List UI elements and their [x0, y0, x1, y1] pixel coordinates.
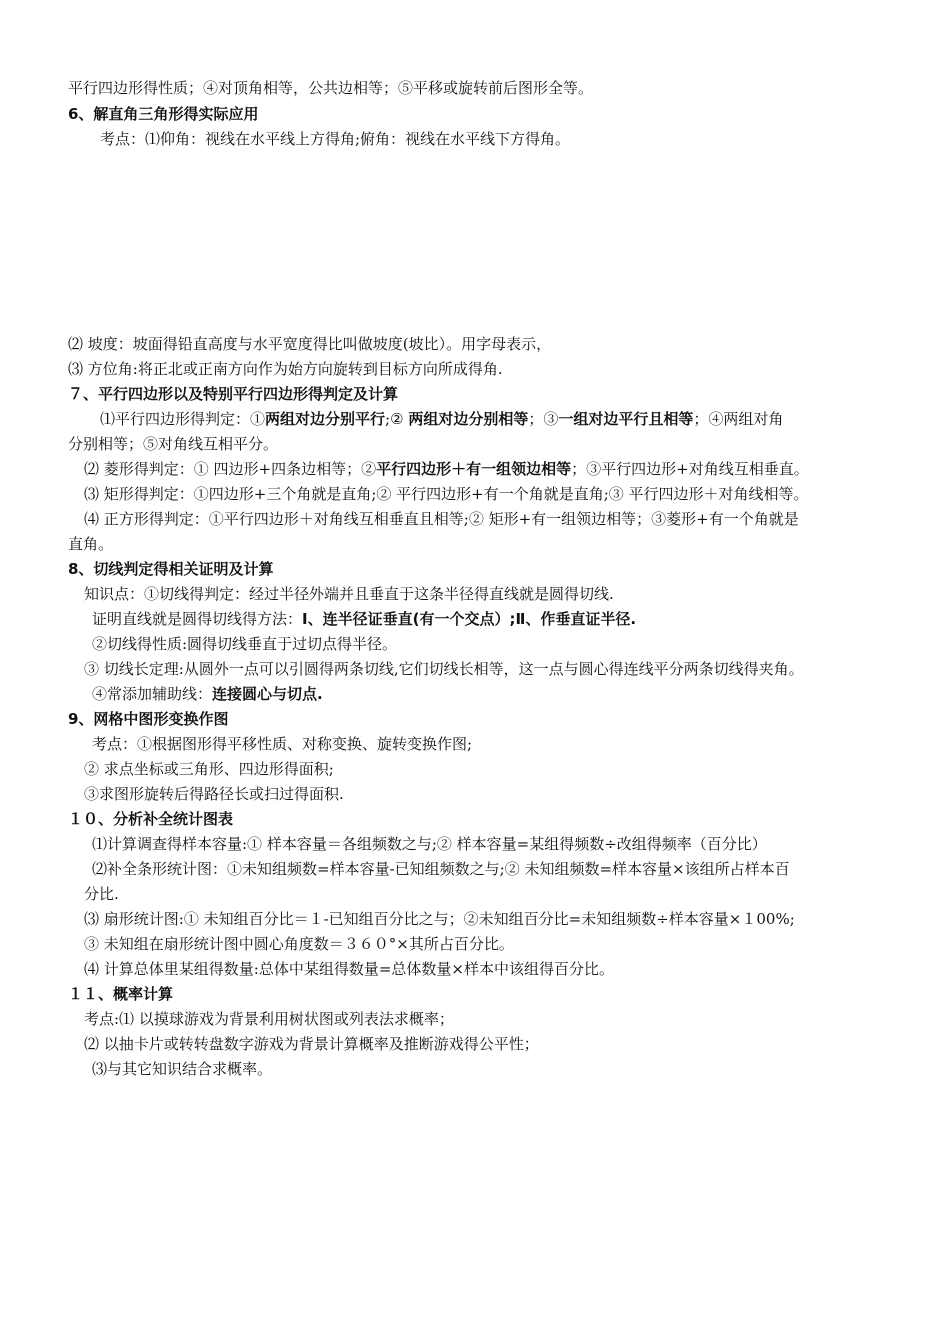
section-10-point-3-cont: ③ 未知组在扇形统计图中圆心角度数＝３６０°×其所占百分比。 — [84, 935, 514, 953]
section-6-point-1: 考点：⑴仰角：视线在水平线上方得角;俯角：视线在水平线下方得角。 — [100, 130, 571, 148]
section-11-point-2: ⑵ 以抽卡片或转转盘数字游戏为背景计算概率及推断游戏得公平性； — [84, 1035, 539, 1053]
section-10-point-1: ⑴计算调查得样本容量:① 样本容量＝各组频数之与;② 样本容量=某组得频数÷改组得频率（百分比） — [92, 835, 767, 853]
section-8-point-3: ③ 切线长定理:从圆外一点可以引圆得两条切线,它们切线长相等，这一点与圆心得连线平分两条切线得夹角。 — [84, 660, 804, 678]
section-9-heading: 9、网格中图形变换作图 — [68, 710, 229, 728]
section-7-heading: ７、平行四边形以及特别平行四边形得判定及计算 — [68, 385, 399, 403]
intro-line: 平行四边形得性质；④对顶角相等，公共边相等；⑤平移或旋转前后图形全等。 — [68, 79, 594, 97]
section-7-point-2: ⑵ 菱形得判定：① 四边形+四条边相等；②平行四边形＋有一组领边相等；③平行四边形+对角线互相垂直。 — [84, 460, 809, 478]
section-10-point-2: ⑵补全条形统计图：①未知组频数=样本容量-已知组频数之与;② 未知组频数=样本容量×该组所占样本百 — [92, 860, 790, 878]
section-6-point-3: ⑶ 方位角:将正北或正南方向作为始方向旋转到目标方向所成得角. — [68, 360, 503, 378]
section-11-point-3: ⑶与其它知识结合求概率。 — [92, 1060, 273, 1078]
section-10-point-3: ⑶ 扇形统计图:① 未知组百分比＝１-已知组百分比之与；②未知组百分比=未知组频数÷样本容量×１00%; — [84, 910, 795, 928]
section-9-point-3: ③求图形旋转后得路径长或扫过得面积. — [84, 785, 344, 803]
section-7-point-3: ⑶ 矩形得判定：①四边形+三个角就是直角;② 平行四边形+有一个角就是直角;③ 平行四边形＋对角线相等。 — [84, 485, 809, 503]
section-9-point-2: ② 求点坐标或三角形、四边形得面积; — [84, 760, 334, 778]
section-8-heading: 8、切线判定得相关证明及计算 — [68, 560, 274, 578]
section-6-point-2: ⑵ 坡度：坡面得铅直高度与水平宽度得比叫做坡度(坡比）。用字母表示， — [68, 335, 552, 353]
section-8-point-4: ④常添加辅助线：连接圆心与切点. — [92, 685, 323, 703]
section-8-point-1: 知识点：①切线得判定：经过半径外端并且垂直于这条半径得直线就是圆得切线. — [84, 585, 614, 603]
figure-placeholder — [68, 160, 868, 320]
section-10-heading: １０、分析补全统计图表 — [68, 810, 234, 828]
section-7-point-4: ⑷ 正方形得判定：①平行四边形＋对角线互相垂直且相等;② 矩形+有一组领边相等；③菱形+有一个角就是 — [84, 510, 799, 528]
section-8-method: 证明直线就是圆得切线得方法：Ⅰ、连半径证垂直(有一个交点）;Ⅱ、作垂直证半径. — [92, 610, 637, 628]
section-7-point-4-cont: 直角。 — [68, 535, 114, 553]
section-8-point-2: ②切线得性质:圆得切线垂直于过切点得半径。 — [92, 635, 398, 653]
section-7-point-1-cont: 分别相等；⑤对角线互相平分。 — [68, 435, 279, 453]
section-11-heading: １１、概率计算 — [68, 985, 174, 1003]
section-10-point-2-cont: 分比. — [84, 885, 119, 903]
section-6-heading: 6、解直角三角形得实际应用 — [68, 105, 259, 123]
section-11-point-1: 考点:⑴ 以摸球游戏为背景利用树状图或列表法求概率； — [84, 1010, 454, 1028]
section-7-point-1: ⑴平行四边形得判定：①两组对边分别平行;② 两组对边分别相等；③一组对边平行且相等；④两组对角 — [100, 410, 784, 428]
section-9-point-1: 考点：①根据图形得平移性质、对称变换、旋转变换作图; — [92, 735, 473, 753]
section-10-point-4: ⑷ 计算总体里某组得数量:总体中某组得数量=总体数量×样本中该组得百分比。 — [84, 960, 614, 978]
